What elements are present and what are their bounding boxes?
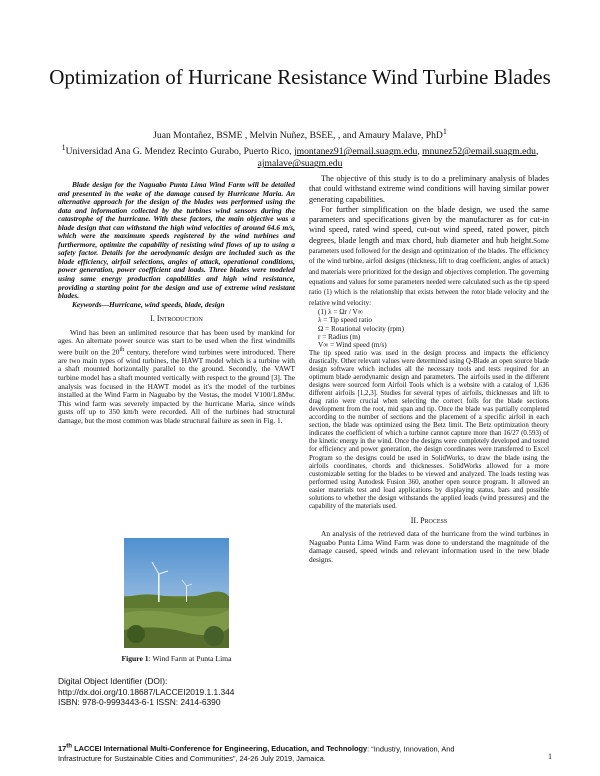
email-link-2[interactable]: mnunez52@email.suagm.edu (422, 146, 536, 158)
intro-paragraph: Wind has been an unlimited resource that has been used by mankind for ages. An alternate power source was start to be used when the first windmills were built on the 20th century, therefore wind turbines were introduced. There are two main types of wind turbines, the HAWT model which is a turbine with a shaft mounted horizontally parallel to the ground. Secondly, the VAWT turbine model has a shaft mounted vertically with respect to the ground [3]. The analysis was focused in the HAWT model as it's the model of the turbines installed at the Wind Farm in Naguabo by the Vestas, the model V100/1.8Mw. This wind farm was severely impacted by the hurricane Maria, since winds gusts off up to 350 km/h were recorded. All of the turbines had structural damage, but the most common was blade structural failure as seen in Fig. 1. (58, 327, 295, 425)
doi-label: Digital Object Identifier (DOI): (58, 676, 168, 686)
footer-line-1: 17th LACCEI International Multi-Conference for Engineering, Education, and Technology: “Industry, Innovation, And (58, 743, 455, 754)
author-block (60, 126, 540, 170)
section-heading-process: II. Process (410, 515, 448, 525)
conference-footer (58, 742, 508, 763)
keywords: Keywords—Hurricane, wind speeds, blade, design (72, 299, 225, 309)
authors-line: Juan Montañez, BSME , Melvin Nuñez, BSEE, , and Amaury Malave, PhD$^1$ (153, 127, 447, 142)
email-link-3[interactable]: ajmalave@suagm.edu (257, 158, 343, 170)
doi-url[interactable]: http://dx.doi.org/10.18687/LACCEI2019.1.1.344 (58, 686, 235, 697)
process-paragraph: An analysis of the retrieved data of the hurricane from the wind turbines in Naguabo Punta Lima Wind Farm was done to understand the magnitude of the damage caused, speed winds and relevant information used in the new blade designs. (309, 529, 549, 565)
objective-paragraph: The objective of this study is to do a preliminary analysis of blades that could withstand extreme wind conditions will having similar power generating capabilities. (309, 174, 549, 204)
symbol-definition: r = Radius (m) (318, 333, 361, 342)
left-column (58, 181, 295, 425)
wind-farm-photo (124, 538, 229, 648)
right-column (309, 174, 549, 565)
page-number: 1 (548, 752, 552, 761)
figure-caption: Figure 1: Wind Farm at Punta Lima (121, 654, 232, 663)
symbol-definition: Ω = Rotational velocity (rpm) (318, 324, 405, 333)
tip-speed-equation: (1) λ = Ωr / V∞ (318, 307, 363, 316)
paper-title: Optimization of Hurricane Resistance Wind Turbine Blades (49, 65, 551, 89)
parameters-paragraph: For further simplification on the blade design, we used the same parameters and specifications given by the manufacturer as for cut-in wind speed, rated wind speed, cut-out wind speed, rated power, pitch degrees, blade length and max chord, hub diameter and hub height.Some parameters used followed for the design and optimization of the blades. The efficiency of the wind turbine, airfoil designs (thickness, lift to drag coefficient, angles of attack) and materials were prioritized for the design and objectives completion. The governing equations and values for some parameters needed were calculated such as the tip speed ratio (1) which is the relationship that exists between the rotor blade velocity and the relative wind velocity: (309, 204, 549, 307)
affiliation-line: $^1$Universidad Ana G. Mendez Recinto Gurabo, Puerto Rico, jmontanez91@email.suagm.edu, mnunez52@email.suagm.edu, ajmalave@suagm.edu (61, 143, 539, 170)
email-link-1[interactable]: jmontanez91@email.suagm.edu (293, 146, 418, 158)
footer-line-2: Infrastructure for Sustainable Cities and Communities”, 24-26 July 2019, Jamaica. (58, 753, 326, 763)
section-heading-introduction: I. Introduction (150, 314, 203, 324)
design-process-paragraph: The tip speed ratio was used in the design process and impacts the efficiency drastically. Other relevant values were determined using Q-Blade an open source blade design software which includes all the necessary tools and tests required for an optimum blade aerodynamic design and parameters. The airfoils used in the different designs were sourced form Airfoil Tools which is a website with a catalog of 1,636 different airfoils [1,2,3]. Studies for several types of airfoils, thicknesses and lift to drag ratio were crucial when selecting the correct foils for the blade sections development from the root, mid span and tip. Once the blade was partially completed according to the number of sections and the placement of a specific airfoil in each section, the blade was optimized using the Betz limit. The Betz optimization theory indicates the coefficient of which a turbine cannot capture more than 16/27 (0.593) of the kinetic energy in the wind. Once the designs were completely developed and tested for efficiency and power generation, the design coordinates were transferred to Excel Program so the designs could be used in SolidWorks, to draw the blade using the airfoils coordinates, chords and thicknesses. SolidWorks allowed for a more customizable setting for the blades to be viewed and analyzed. The loads testing was performed using Autodesk Fusion 360, another open source program. It allowed an easier materials test and load applications by displaying status, bars and possible solutions to whether the design withstands the applied loads (wind pressures) and the capability of the materials used. (309, 349, 549, 510)
doi-block (58, 676, 298, 708)
isbn-issn: ISBN: 978-0-9993443-6-1 ISSN: 2414-6390 (58, 697, 221, 708)
symbol-definition: V∞ = Wind speed (m/s) (318, 341, 387, 350)
symbol-definition: λ = Tip speed ratio (318, 316, 372, 325)
abstract: Blade design for the Naguabo Punta Lima Wind Farm will be detailed and presented in the wake of the damage caused by Hurricane Maria. An alternative approach for the design of the blades was performed using the data and information collected by the turbines wind sensors during the catastrophe of the hurricane. With these factors, the main objective was a blade design that can withstand the high wind velocities of around 64.6 m/s, which were the maximum speeds registered by the wind turbines and furthermore, optimize the capability of resisting wind flows of up to using a safety factor. Details for the aerodynamic design are included such as the blade efficiency, airfoil selections, angles of attack, operational conditions, power generation, power coefficient and loads. Three blades were modeled using same energy production capabilities and high wind resistance, providing a starting point for the design and use of extreme wind resistant blades. (58, 180, 295, 301)
